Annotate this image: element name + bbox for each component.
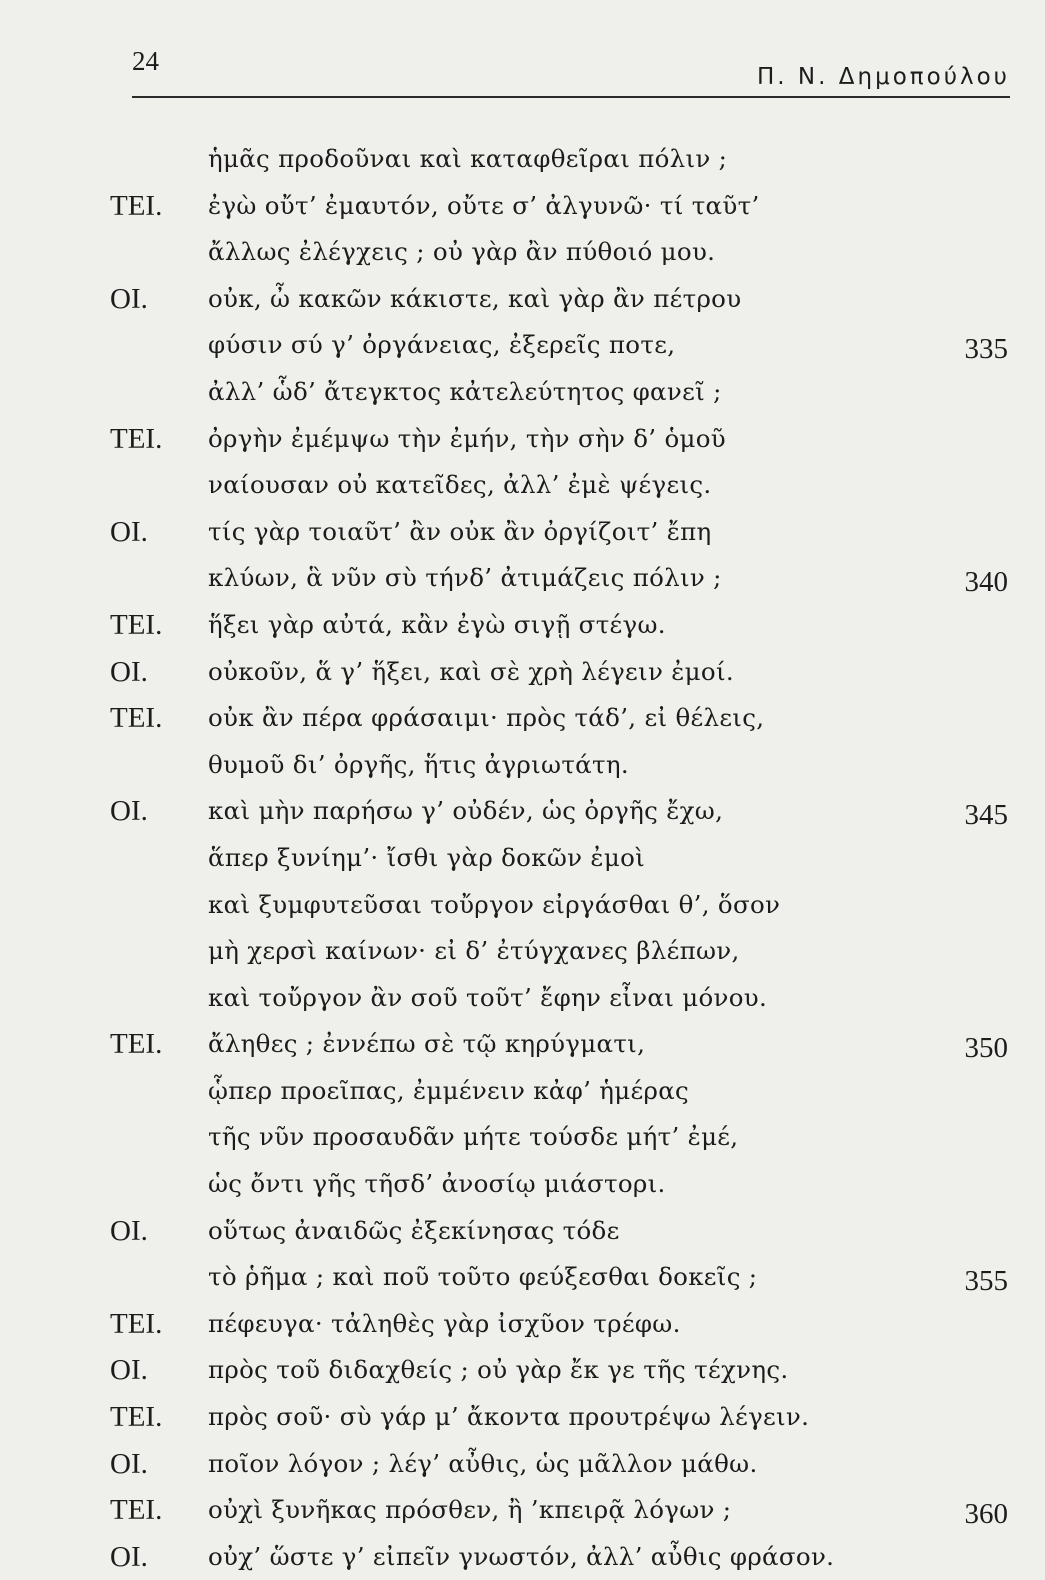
verse-text-line: οὕτως ἀναιδῶς ἐξεκίνησας τόδε xyxy=(208,1215,620,1245)
verse-text-line: ναίουσαν οὐ κατεῖδες, ἀλλ’ ἐμὲ ψέγεις. xyxy=(208,470,712,500)
verse-line xyxy=(110,1068,1010,1115)
speaker-label: ΤΕΙ. xyxy=(110,189,163,222)
verse-line xyxy=(110,928,1010,975)
speaker-label: ΟΙ. xyxy=(110,1540,148,1573)
verse-text-line: ἡμᾶς προδοῦναι καὶ καταφθεῖραι πόλιν ; xyxy=(208,144,728,173)
line-number: 335 xyxy=(964,333,1008,366)
verse-line xyxy=(110,695,1010,742)
verse-text-line: οὐκοῦν, ἅ γ’ ἥξει, καὶ σὲ χρὴ λέγειν ἐμοί. xyxy=(208,656,734,686)
verse-text-line: καὶ μὴν παρήσω γ’ οὐδέν, ὡς ὀργῆς ἔχω, xyxy=(208,796,724,826)
verse-text-line: οὐχ’ ὥστε γ’ εἰπεῖν γνωστόν, ἀλλ’ αὖθις φράσον. xyxy=(208,1541,835,1571)
verse-line xyxy=(110,1441,1010,1488)
verse-line xyxy=(110,1114,1010,1161)
page-number: 24 xyxy=(132,46,159,76)
verse-text-line: ἄλλως ἐλέγχεις ; οὐ γὰρ ἂν πύθοιό μου. xyxy=(208,237,716,267)
speaker-label: ΤΕΙ. xyxy=(110,1494,163,1527)
verse-text-line: κλύων, ἃ νῦν σὺ τήνδ’ ἀτιμάζεις πόλιν ; xyxy=(208,563,722,593)
speaker-label: ΟΙ. xyxy=(110,282,148,315)
speaker-label: ΤΕΙ. xyxy=(110,702,163,735)
speaker-label: ΟΙ. xyxy=(110,655,148,688)
verse-line xyxy=(110,649,1010,696)
verse-line xyxy=(110,788,1010,835)
speaker-label: ΟΙ. xyxy=(110,1354,148,1387)
verse-line xyxy=(110,183,1010,230)
verse-line xyxy=(110,276,1010,323)
verse-line xyxy=(110,1254,1010,1301)
speaker-label: ΤΕΙ. xyxy=(110,608,163,641)
verse-line xyxy=(110,416,1010,463)
verse-text-line: καὶ τοὔργον ἂν σοῦ τοῦτ’ ἔφην εἶναι μόνου. xyxy=(208,982,768,1012)
speaker-label: ΟΙ. xyxy=(110,795,148,828)
verse-text-line: ἐγὼ οὔτ’ ἐμαυτόν, οὔτε σ’ ἀλγυνῶ· τί ταῦτ’ xyxy=(208,190,760,220)
running-head: Π. Ν. Δημοπούλου xyxy=(757,64,1010,90)
speaker-label: ΟΙ. xyxy=(110,515,148,548)
speaker-label: ΤΕΙ. xyxy=(110,1401,163,1434)
verse-text-line: ὀργὴν ἐμέμψω τὴν ἐμήν, τὴν σὴν δ’ ὁμοῦ xyxy=(208,423,726,453)
line-number: 345 xyxy=(964,799,1008,832)
verse-text-line: ποῖον λόγον ; λέγ’ αὖθις, ὡς μᾶλλον μάθω. xyxy=(208,1448,758,1478)
line-number: 360 xyxy=(964,1498,1008,1531)
verse-text-line: τίς γὰρ τοιαῦτ’ ἂν οὐκ ἂν ὀργίζοιτ’ ἔπη xyxy=(208,516,712,546)
verse-text-line: πρὸς τοῦ διδαχθείς ; οὐ γὰρ ἔκ γε τῆς τέχνης. xyxy=(208,1355,789,1385)
verse-text-line: οὐκ, ὦ κακῶν κάκιστε, καὶ γὰρ ἂν πέτρου xyxy=(208,283,742,313)
verse-line xyxy=(110,1161,1010,1208)
verse-line xyxy=(110,835,1010,882)
verse-line xyxy=(110,229,1010,276)
verse-text-line: οὐχὶ ξυνῆκας πρόσθεν, ἢ ’κπειρᾷ λόγων ; xyxy=(208,1495,732,1525)
speaker-label: ΤΕΙ. xyxy=(110,422,163,455)
verse-line xyxy=(110,322,1010,369)
verse-line xyxy=(110,975,1010,1022)
verse-text-line: ὡς ὄντι γῆς τῆσδ’ ἀνοσίῳ μιάστορι. xyxy=(208,1169,666,1199)
verse-line xyxy=(110,1347,1010,1394)
verse-line xyxy=(110,1208,1010,1255)
verse-line xyxy=(110,882,1010,929)
speaker-label: ΤΕΙ. xyxy=(110,1028,163,1061)
verse-line xyxy=(110,602,1010,649)
speaker-label: ΤΕΙ. xyxy=(110,1307,163,1340)
verse-text-line: οὐκ ἂν πέρα φράσαιμι· πρὸς τάδ’, εἰ θέλεις, xyxy=(208,703,765,733)
verse-text-line: φύσιν σύ γ’ ὀργάνειας, ἐξερεῖς ποτε, xyxy=(208,330,676,360)
line-number: 355 xyxy=(964,1265,1008,1298)
verse-line xyxy=(110,1534,1010,1580)
verse-line xyxy=(110,1394,1010,1441)
verse-line xyxy=(110,1487,1010,1534)
verse-text-line: ἅπερ ξυνίημ’· ἴσθι γὰρ δοκῶν ἐμοὶ xyxy=(208,842,646,872)
verse-line xyxy=(110,369,1010,416)
verse-text-line: ἄληθες ; ἐννέπω σὲ τῷ κηρύγματι, xyxy=(208,1029,646,1059)
verse-text-line: ἥξει γὰρ αὐτά, κἂν ἐγὼ σιγῇ στέγω. xyxy=(208,609,666,639)
verse-line xyxy=(110,1021,1010,1068)
verse-line xyxy=(110,1301,1010,1348)
verse-text-line: πρὸς σοῦ· σὺ γάρ μ’ ἄκοντα προυτρέψω λέγειν. xyxy=(208,1402,810,1432)
verse-line xyxy=(110,742,1010,789)
verse-line xyxy=(110,136,1010,183)
speaker-label: ΟΙ. xyxy=(110,1214,148,1247)
verse-text-line: καὶ ξυμφυτεῦσαι τοὔργον εἰργάσθαι θ’, ὅσον xyxy=(208,889,781,919)
verse-text-line: μὴ χερσὶ καίνων· εἰ δ’ ἐτύγχανες βλέπων, xyxy=(208,936,740,966)
verse-line xyxy=(110,462,1010,509)
verse-text xyxy=(110,136,1010,1580)
verse-line xyxy=(110,509,1010,556)
page-header xyxy=(132,44,1010,98)
verse-text-line: τῆς νῦν προσαυδᾶν μήτε τούσδε μήτ’ ἐμέ, xyxy=(208,1122,739,1152)
verse-text-line: ᾧπερ προεῖπας, ἐμμένειν κἀφ’ ἡμέρας xyxy=(208,1075,690,1105)
line-number: 340 xyxy=(964,566,1008,599)
verse-line xyxy=(110,555,1010,602)
line-number: 350 xyxy=(964,1032,1008,1065)
verse-text-line: θυμοῦ δι’ ὀργῆς, ἥτις ἀγριωτάτη. xyxy=(208,749,629,779)
verse-text-line: ἀλλ’ ὧδ’ ἄτεγκτος κἀτελεύτητος φανεῖ ; xyxy=(208,376,722,406)
speaker-label: ΟΙ. xyxy=(110,1447,148,1480)
verse-text-line: πέφευγα· τἀληθὲς γὰρ ἰσχῦον τρέφω. xyxy=(208,1308,681,1338)
verse-text-line: τὸ ῥῆμα ; καὶ ποῦ τοῦτο φεύξεσθαι δοκεῖς ; xyxy=(208,1262,758,1292)
